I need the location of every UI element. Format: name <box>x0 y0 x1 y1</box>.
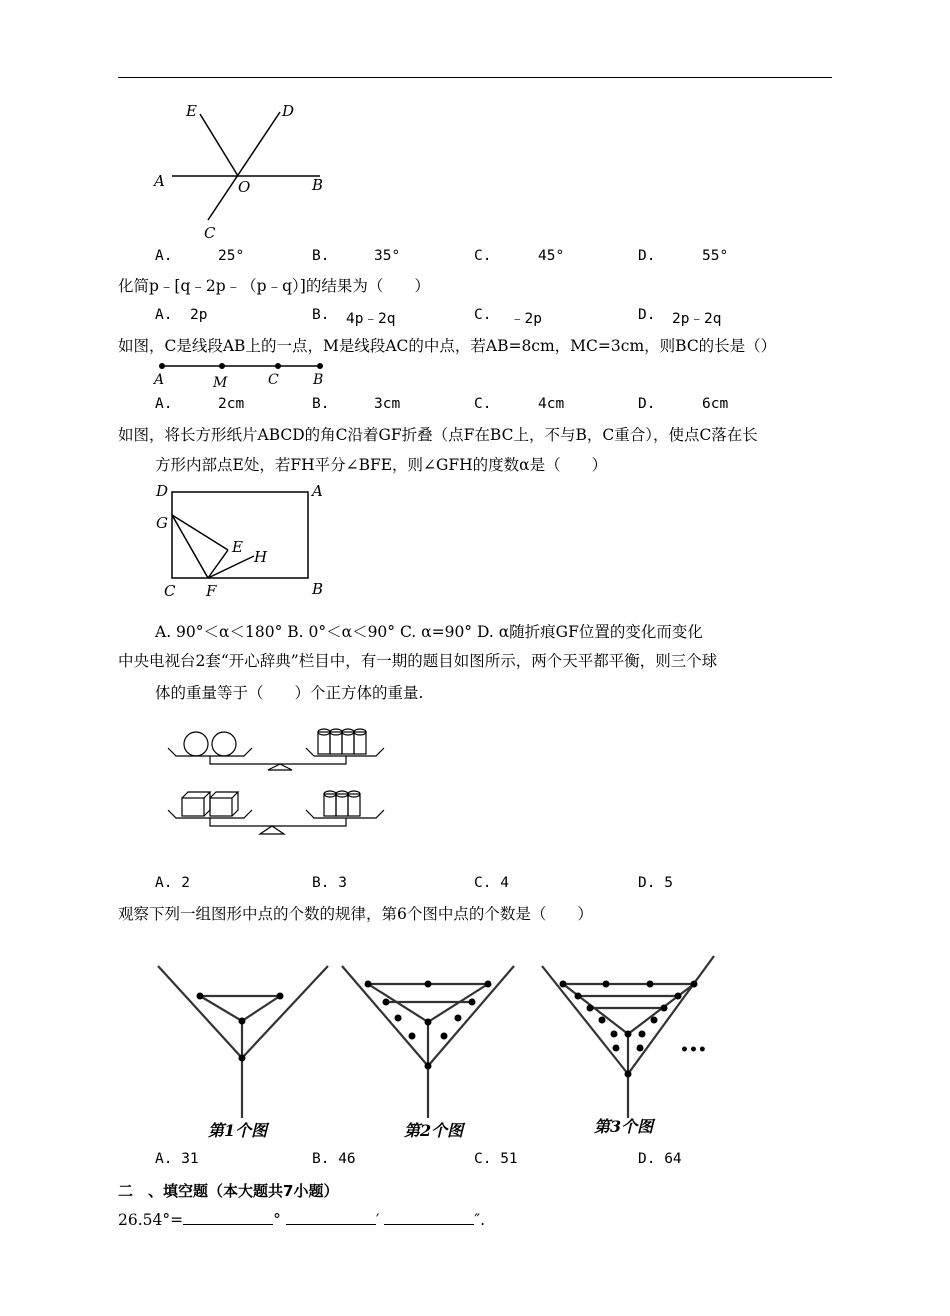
header-rule <box>118 77 832 78</box>
label-d: D <box>282 102 295 120</box>
q2-option-a-label: A. <box>155 307 173 323</box>
q2-stem: 化简p﹣[q﹣2p﹣（p﹣q）]的结果为（ ） <box>118 277 430 295</box>
q1-option-d-value: 55° <box>702 248 729 264</box>
q3-option-d-label: D. <box>638 396 656 412</box>
ellipsis: ••• <box>680 1042 707 1058</box>
label-b: B <box>313 372 324 388</box>
degree-symbol: ° <box>273 1211 281 1229</box>
q6-stem: 观察下列一组图形中点的个数的规律，第6个图中点的个数是（ ） <box>118 905 593 923</box>
point-b <box>317 363 323 369</box>
label-b: B <box>312 176 324 194</box>
q2-option-b-label: B. <box>312 307 330 323</box>
label-c: C <box>204 224 216 242</box>
q4-stem-line2: 方形内部点E处，若FH平分∠BFE，则∠GFH的度数α是（ ） <box>155 456 608 474</box>
q3-option-b-label: B. <box>312 396 330 412</box>
right-pan <box>306 810 384 818</box>
q2-options <box>0 307 950 327</box>
q4-options: A. 90°＜α＜180° B. 0°＜α＜90° C. α=90° D. α随折痕GF位置的变化而变化 <box>155 623 703 641</box>
fulcrum <box>268 764 292 770</box>
q3-options <box>0 396 950 416</box>
q1-option-c-value: 45° <box>538 248 565 264</box>
q3-option-a-value: 2cm <box>218 396 245 412</box>
q6-option-b: B. 46 <box>312 1151 356 1167</box>
rect-abcd <box>172 492 308 578</box>
ball <box>212 732 236 756</box>
label-h: H <box>254 548 268 566</box>
fold-gf <box>172 515 208 578</box>
label-c: C <box>268 372 279 388</box>
label-e: E <box>186 102 197 120</box>
q2-option-a-value: 2p <box>190 307 208 323</box>
label-a: A <box>154 372 165 388</box>
q1-option-d-label: D. <box>638 248 656 264</box>
q5-stem-line2: 体的重量等于（ ）个正方体的重量. <box>155 684 424 702</box>
q2-option-c-label: C. <box>474 307 492 323</box>
q1-angle-figure <box>140 98 340 243</box>
q5-option-b: B. 3 <box>312 875 347 891</box>
q3-segment-figure <box>150 356 335 392</box>
cylinders-bottom <box>324 791 360 816</box>
point-a <box>159 363 165 369</box>
beam <box>210 756 346 764</box>
ball <box>184 732 208 756</box>
label-e: E <box>232 538 243 556</box>
q6-option-a: A. 31 <box>155 1151 199 1167</box>
cubes <box>182 792 238 816</box>
q7-fill-blank <box>118 1210 485 1230</box>
point-c <box>275 363 281 369</box>
q5-options <box>0 875 950 895</box>
caption-figure-3: 第3个图 <box>594 1117 654 1136</box>
q6-pattern-figure <box>150 950 720 1146</box>
minute-symbol: ′ <box>375 1211 380 1229</box>
beam <box>210 818 346 826</box>
seg-fh <box>208 556 254 578</box>
q1-option-a-value: 25° <box>218 248 245 264</box>
label-o: O <box>238 178 251 196</box>
q3-stem: 如图，C是线段AB上的一点，M是线段AC的中点，若AB=8cm，MC=3cm，则BC的长是（） <box>118 337 777 355</box>
label-g: G <box>156 514 168 532</box>
q6-options <box>0 1151 950 1171</box>
q3-option-c-value: 4cm <box>538 396 565 412</box>
seg-ge <box>172 515 228 550</box>
label-f: F <box>206 582 217 600</box>
label-a: A <box>154 172 165 190</box>
fulcrum <box>260 826 284 834</box>
q3-option-b-value: 3cm <box>374 396 401 412</box>
q5-option-c: C. 4 <box>474 875 509 891</box>
q2-option-d-label: D. <box>638 307 656 323</box>
q1-options <box>0 248 950 268</box>
label-m: M <box>213 375 228 391</box>
q1-option-a-label: A. <box>155 248 173 264</box>
label-d: D <box>156 482 169 500</box>
second-symbol: ″. <box>474 1211 485 1229</box>
caption-figure-1: 第1个图 <box>208 1121 268 1140</box>
q3-option-d-value: 6cm <box>702 396 729 412</box>
section-title: 二 、填空题（本大题共7小题） <box>118 1182 339 1200</box>
q2-option-d-value: 2p﹣2q <box>672 311 722 327</box>
left-pan <box>168 748 252 756</box>
blank-seconds[interactable] <box>384 1210 474 1225</box>
cylinders-top <box>318 729 366 754</box>
q6-option-d: D. 64 <box>638 1151 682 1167</box>
q4-rectangle-figure <box>150 480 335 602</box>
q4-stem-line1: 如图，将长方形纸片ABCD的角C沿着GF折叠（点F在BC上，不与B，C重合），使点C落在长 <box>118 426 758 444</box>
q1-option-c-label: C. <box>474 248 492 264</box>
blank-minutes[interactable] <box>286 1210 376 1225</box>
q3-option-a-label: A. <box>155 396 173 412</box>
blank-degrees[interactable] <box>183 1210 273 1225</box>
q3-option-c-label: C. <box>474 396 492 412</box>
q5-option-d: D. 5 <box>638 875 673 891</box>
caption-figure-2: 第2个图 <box>404 1121 464 1140</box>
q2-option-c-value: ﹣2p <box>510 311 542 327</box>
ray-oe <box>200 114 238 176</box>
q1-option-b-label: B. <box>312 248 330 264</box>
label-a: A <box>312 482 323 500</box>
q2-option-b-value: 4p﹣2q <box>346 311 396 327</box>
label-c: C <box>164 582 176 600</box>
q5-balance-figure <box>160 722 390 846</box>
point-m <box>219 363 225 369</box>
q5-option-a: A. 2 <box>155 875 190 891</box>
q7-prefix: 26.54°= <box>118 1211 184 1229</box>
q5-stem-line1: 中央电视台2套“开心辞典”栏目中，有一期的题目如图所示，两个天平都平衡，则三个球 <box>118 652 718 670</box>
q1-option-b-value: 35° <box>374 248 401 264</box>
line-cd <box>208 112 280 220</box>
q6-option-c: C. 51 <box>474 1151 518 1167</box>
label-b: B <box>312 580 324 598</box>
